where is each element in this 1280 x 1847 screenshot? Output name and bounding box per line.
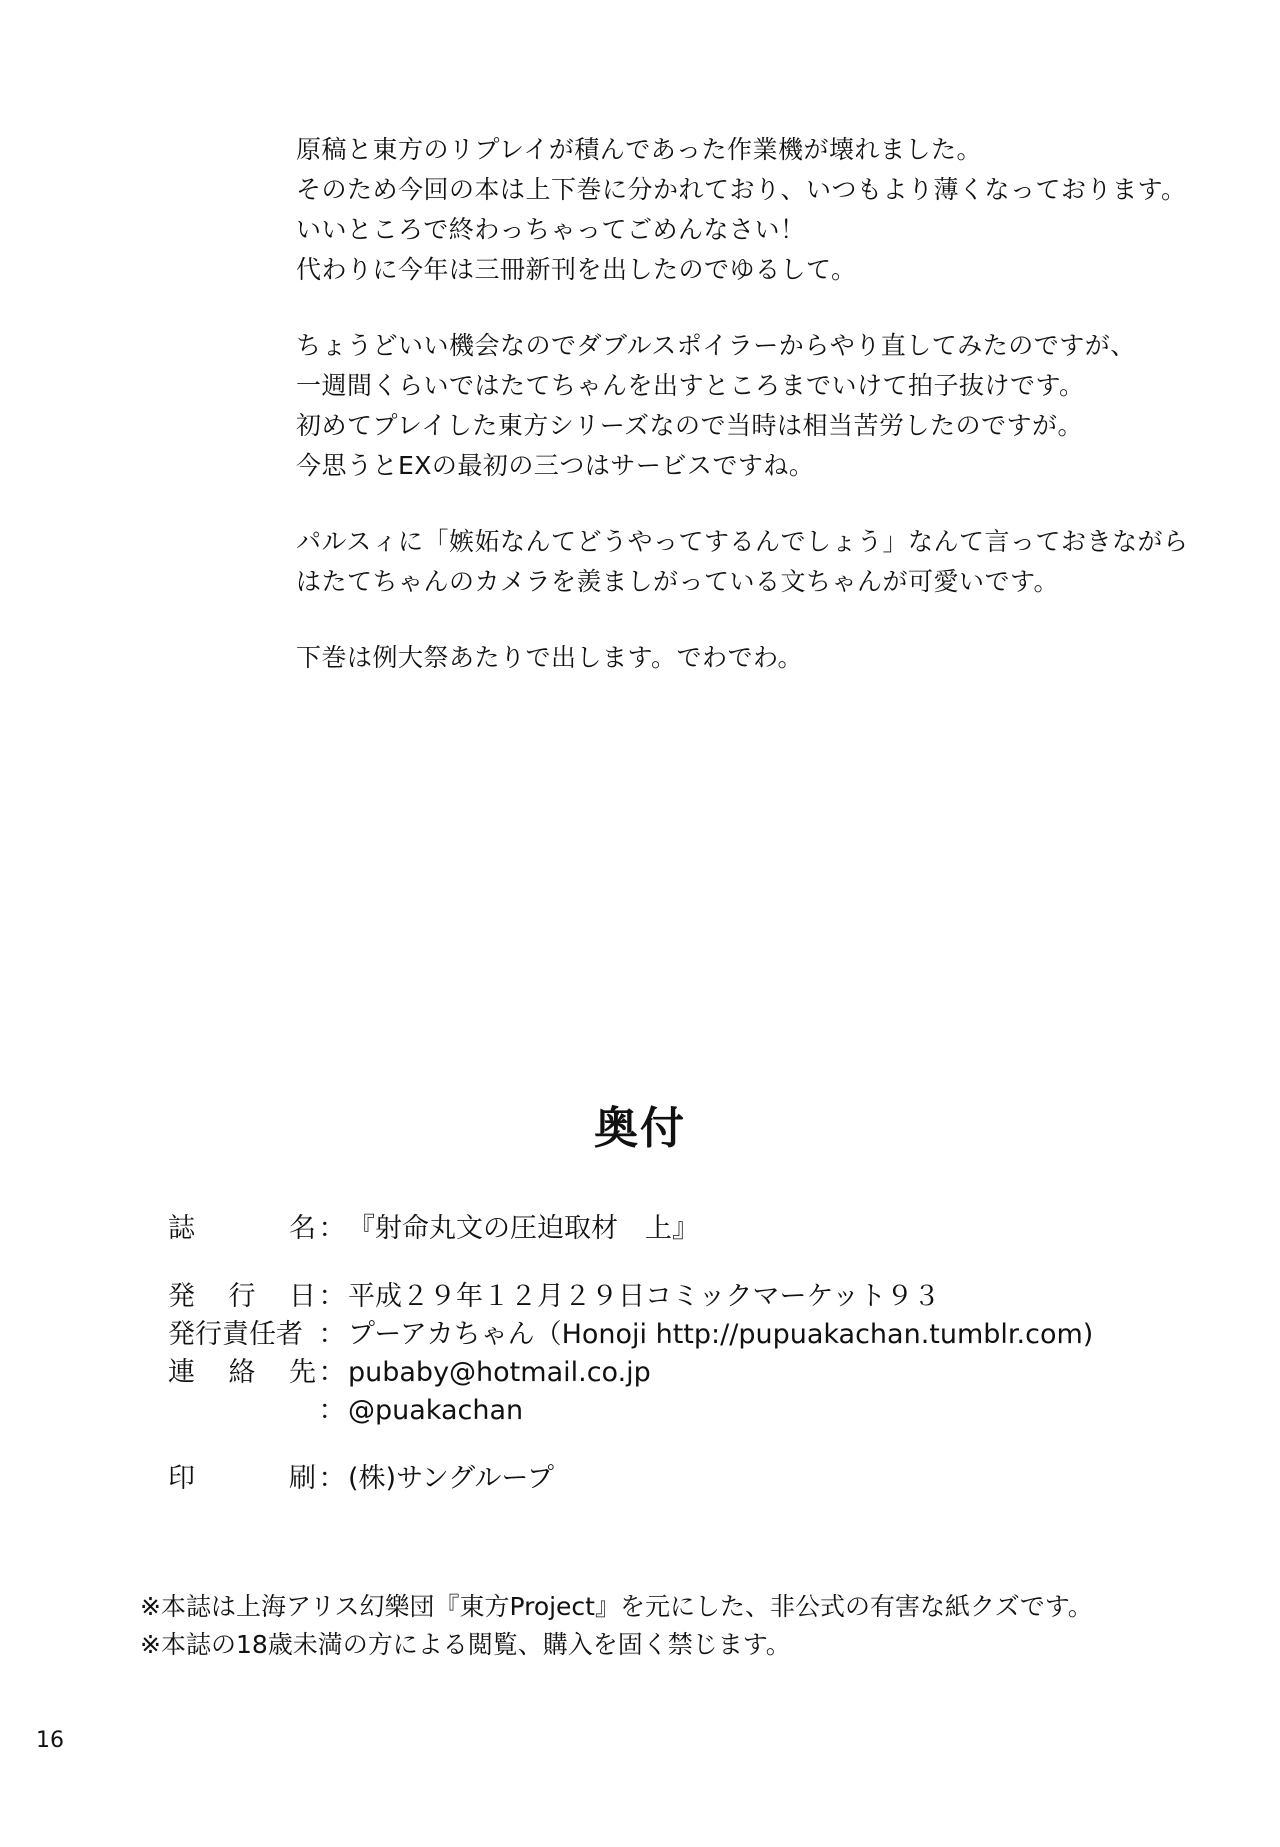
colophon-row-title <box>168 1210 1168 1248</box>
colophon-row-printer <box>168 1460 1168 1498</box>
colophon-label <box>168 1392 316 1430</box>
colophon-label <box>168 1354 316 1392</box>
colophon-colon: ： <box>318 1213 346 1244</box>
colophon-value-printer: (株)サングループ <box>348 1463 555 1494</box>
colophon-label <box>168 1316 316 1354</box>
spacer <box>168 1430 1168 1460</box>
afterword-line: 原稿と東方のリプレイが積んであった作業機が壊れました。 <box>296 135 983 164</box>
afterword-line: はたてちゃんのカメラを羨ましがっている文ちゃんが可愛いです。 <box>296 567 1060 596</box>
afterword-line: 一週間くらいではたてちゃんを出すところまでいけて拍子抜けです。 <box>296 371 1085 400</box>
label-char: 連 <box>168 1357 195 1388</box>
disclaimer-note: ※本誌は上海アリス幻樂団『東方Project』を元にした、非公式の有害な紙クズです。 <box>140 1592 1093 1621</box>
colophon-colon: ： <box>318 1463 346 1494</box>
disclaimer-note: ※本誌の18歳未満の方による閲覧、購入を固く禁じます。 <box>140 1630 791 1659</box>
page-number: 16 <box>36 1728 64 1753</box>
colophon-row-contact-2 <box>168 1392 1168 1430</box>
label-char: 刷 <box>289 1463 316 1494</box>
colophon-label <box>168 1210 316 1248</box>
afterword-line: パルスィに「嫉妬なんてどうやってするんでしょう」なんて言っておきながら <box>296 527 1189 556</box>
afterword-line: ちょうどいい機会なのでダブルスポイラーからやり直してみたのですが、 <box>296 331 1136 360</box>
colophon-value-title: 『射命丸文の圧迫取材 上』 <box>348 1213 699 1244</box>
label-char: 絡 <box>228 1357 256 1388</box>
label-char: 名 <box>289 1213 316 1244</box>
label-char: 発行責任者 <box>168 1319 303 1350</box>
afterword-paragraph <box>296 522 1196 602</box>
colophon-row-date <box>168 1278 1168 1316</box>
label-char: 印 <box>168 1463 195 1494</box>
afterword-line: そのため今回の本は上下巻に分かれており、いつもより薄くなっております。 <box>296 175 1187 204</box>
spacer <box>168 1248 1168 1278</box>
afterword-text <box>296 130 1196 714</box>
colophon-label <box>168 1278 316 1316</box>
afterword-line: 下巻は例大祭あたりで出します。でわでわ。 <box>296 643 804 672</box>
afterword-line: 代わりに今年は三冊新刊を出したのでゆるして。 <box>296 255 857 284</box>
afterword-line: いいところで終わっちゃってごめんなさい！ <box>296 215 806 244</box>
colophon-row-contact <box>168 1354 1168 1392</box>
colophon-label <box>168 1460 316 1498</box>
colophon-value-date: 平成２９年１２月２９日コミックマーケット９３ <box>348 1281 941 1312</box>
afterword-paragraph <box>296 130 1196 290</box>
afterword-paragraph <box>296 326 1196 486</box>
colophon-colon: ： <box>318 1281 346 1312</box>
colophon-colon: ： <box>318 1319 346 1350</box>
label-char: 誌 <box>168 1213 195 1244</box>
colophon-title: 奥付 <box>594 1103 686 1154</box>
colophon-row-publisher <box>168 1316 1168 1354</box>
colophon-table <box>168 1210 1168 1498</box>
colophon-value-handle: @puakachan <box>348 1395 524 1426</box>
disclaimer-notes <box>140 1588 1240 1664</box>
label-char: 日 <box>289 1281 316 1312</box>
colophon-colon: ： <box>318 1357 346 1388</box>
colophon-value-publisher: プーアカちゃん（Honoji http://pupuakachan.tumblr.com) <box>348 1319 1094 1350</box>
afterword-line: 初めてプレイした東方シリーズなので当時は相当苦労したのですが。 <box>296 411 1084 440</box>
afterword-line: 今思うとEXの最初の三つはサービスですね。 <box>296 451 815 480</box>
colophon-colon: ： <box>318 1395 346 1426</box>
afterword-paragraph <box>296 638 1196 678</box>
colophon-value-email: pubaby@hotmail.co.jp <box>348 1357 651 1388</box>
label-char: 行 <box>228 1281 256 1312</box>
label-char: 発 <box>168 1281 195 1312</box>
label-char: 先 <box>289 1357 316 1388</box>
